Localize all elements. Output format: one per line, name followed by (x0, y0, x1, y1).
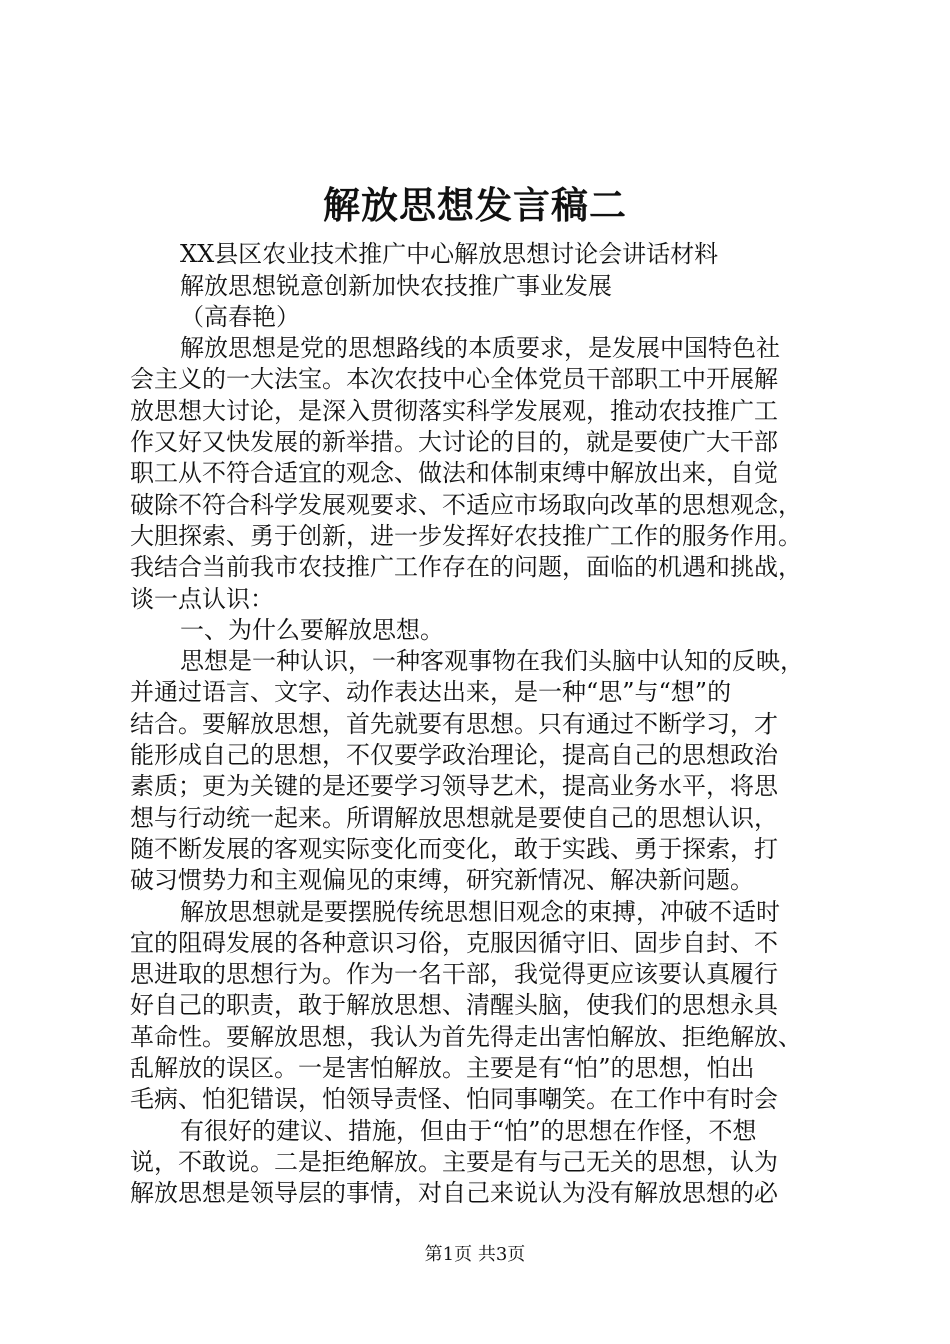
text-line: 结合。要解放思想，首先就要有思想。只有通过不断学习，才 (130, 709, 778, 738)
text-line: 说，不敢说。二是拒绝解放。主要是有与己无关的思想，认为 (130, 1147, 778, 1176)
text-line: 随不断发展的客观实际变化而变化，敢于实践、勇于探索，打 (130, 834, 778, 863)
text-line: 我结合当前我市农技推广工作存在的问题，面临的机遇和挑战， (130, 553, 802, 582)
text-line: 毛病、怕犯错误，怕领导责怪、怕同事嘲笑。在工作中有时会 (130, 1085, 778, 1114)
text-line: 解放思想是领导层的事情，对自己来说认为没有解放思想的必 (130, 1179, 778, 1208)
text-line: 职工从不符合适宜的观念、做法和体制束缚中解放出来，自觉 (130, 459, 778, 488)
text-line: XX县区农业技术推广中心解放思想讨论会讲话材料 (180, 240, 719, 269)
document-body (130, 208, 830, 1210)
text-line: 解放思想是党的思想路线的本质要求，是发展中国特色社 (180, 334, 780, 363)
text-line: 素质；更为关键的是还要学习领导艺术，提高业务水平，将思 (130, 772, 778, 801)
text-line: 想与行动统一起来。所谓解放思想就是要使自己的思想认识， (130, 803, 778, 832)
page-footer: 第1页 共3页 (424, 1244, 526, 1265)
text-line: 破除不符合科学发展观要求、不适应市场取向改革的思想观念， (130, 490, 802, 519)
text-line: 谈一点认识： (130, 584, 274, 613)
document-title: 解放思想发言稿二 (323, 183, 627, 227)
text-line: 一、为什么要解放思想。 (180, 615, 444, 644)
text-line: 宜的阻碍发展的各种意识习俗，克服因循守旧、固步自封、不 (130, 928, 778, 957)
text-line: 放思想大讨论，是深入贯彻落实科学发展观，推动农技推广工 (130, 396, 778, 425)
text-line: 解放思想锐意创新加快农技推广事业发展 (180, 271, 612, 300)
text-line: 作又好又快发展的新举措。大讨论的目的，就是要使广大干部 (130, 428, 778, 457)
text-line: （高春艳） (180, 302, 300, 331)
text-line: 好自己的职责，敢于解放思想、清醒头脑，使我们的思想永具 (130, 991, 778, 1020)
text-line: 乱解放的误区。一是害怕解放。主要是有“怕”的思想，怕出 (130, 1054, 755, 1083)
text-line: 思进取的思想行为。作为一名干部，我觉得更应该要认真履行 (130, 960, 778, 989)
text-line: 有很好的建议、措施，但由于“怕”的思想在作怪，不想 (180, 1116, 757, 1145)
text-line: 革命性。要解放思想，我认为首先得走出害怕解放、拒绝解放、 (130, 1022, 802, 1051)
text-line: 破习惯势力和主观偏见的束缚，研究新情况、解决新问题。 (130, 866, 754, 895)
text-line: 会主义的一大法宝。本次农技中心全体党员干部职工中开展解 (130, 365, 778, 394)
text-line: 并通过语言、文字、动作表达出来，是一种“思”与“想”的 (130, 678, 732, 707)
text-line: 能形成自己的思想，不仅要学政治理论，提高自己的思想政治 (130, 741, 778, 770)
text-line: 解放思想就是要摆脱传统思想旧观念的束搏，冲破不适时 (180, 897, 780, 926)
text-line: 大胆探索、勇于创新，进一步发挥好农技推广工作的服务作用。 (130, 521, 802, 550)
text-line: 思想是一种认识，一种客观事物在我们头脑中认知的反映， (180, 647, 804, 676)
